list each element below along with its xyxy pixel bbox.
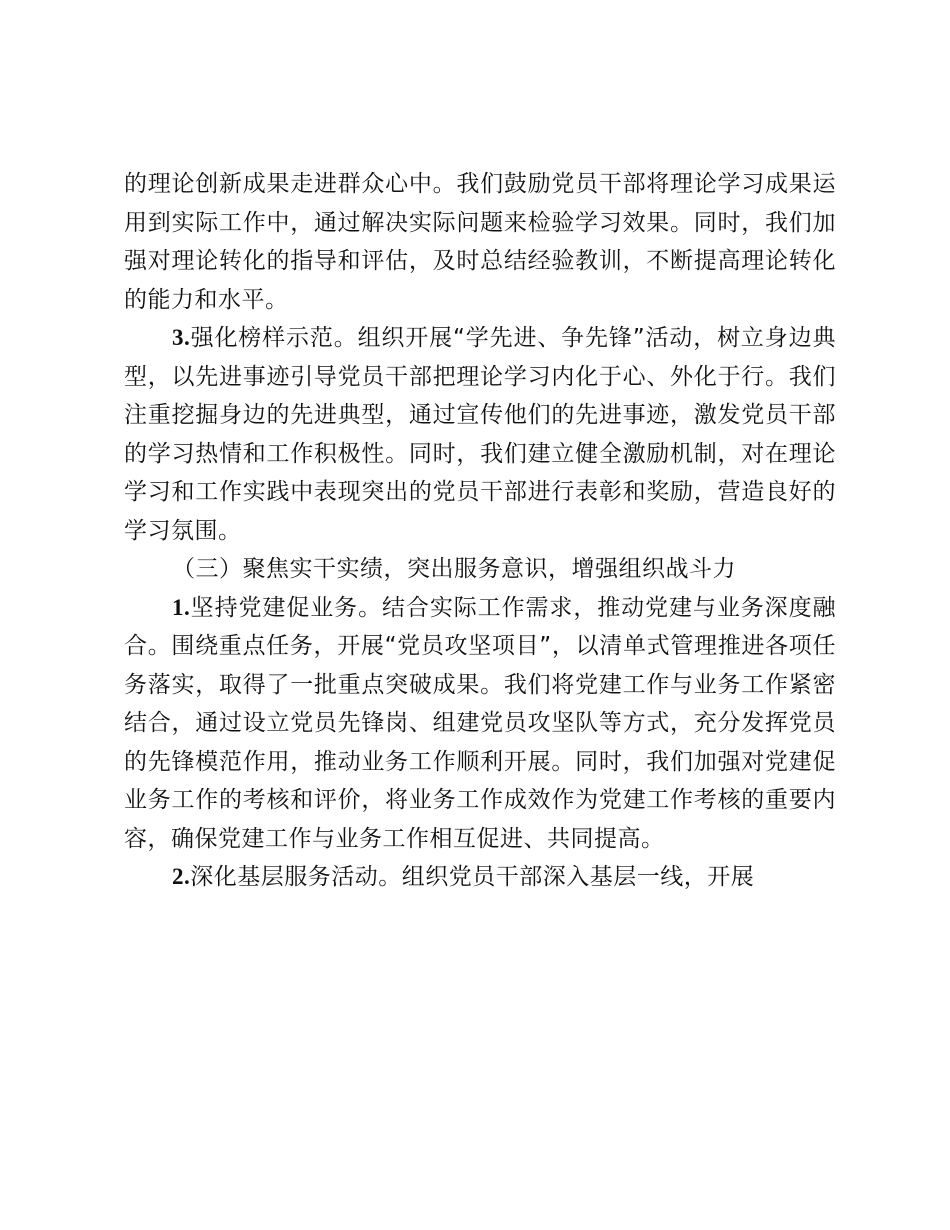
paragraph-number: 1.	[172, 594, 191, 620]
paragraph-party-building	[124, 589, 836, 859]
paragraph-number: 3.	[172, 325, 191, 350]
section-heading	[124, 550, 836, 589]
document-body	[124, 165, 836, 897]
paragraph-text: 强化榜样示范。组织开展“学先进、争先锋”活动，树立身边典型，以先进事迹引导党员干部把理论学习内化于心、外化于行。我们注重挖掘身边的先进典型，通过宣传他们的先进事迹，激发党员干部的学习热情和工作积极性。同时，我们建立健全激励机制，对在理论学习和工作实践中表现突出的党员干部进行表彰和奖励，营造良好的学习氛围。	[124, 325, 836, 544]
paragraph-role-models	[124, 319, 836, 550]
paragraph-text: 坚持党建促业务。结合实际工作需求，推动党建与业务深度融合。围绕重点任务，开展“党员攻坚项目”，以清单式管理推进各项任务落实，取得了一批重点突破成果。我们将党建工作与业务工作紧密结合，通过设立党员先锋岗、组建党员攻坚队等方式，充分发挥党员的先锋模范作用，推动业务工作顺利开展。同时，我们加强对党建促业务工作的考核和评价，将业务工作成效作为党建工作考核的重要内容，确保党建工作与业务工作相互促进、共同提高。	[124, 594, 836, 852]
paragraph-theory-results	[124, 165, 836, 319]
paragraph-text: 的理论创新成果走进群众心中。我们鼓励党员干部将理论学习成果运用到实际工作中，通过解决实际问题来检验学习效果。同时，我们加强对理论转化的指导和评估，及时总结经验教训，不断提高理论转化的能力和水平。	[124, 171, 836, 313]
paragraph-grassroots-service	[124, 858, 836, 897]
paragraph-text: 深化基层服务活动。组织党员干部深入基层一线，开展	[190, 864, 755, 890]
section-heading-text: （三）聚焦实干实绩，突出服务意识，增强组织战斗力	[172, 556, 736, 582]
paragraph-number: 2.	[172, 864, 191, 889]
